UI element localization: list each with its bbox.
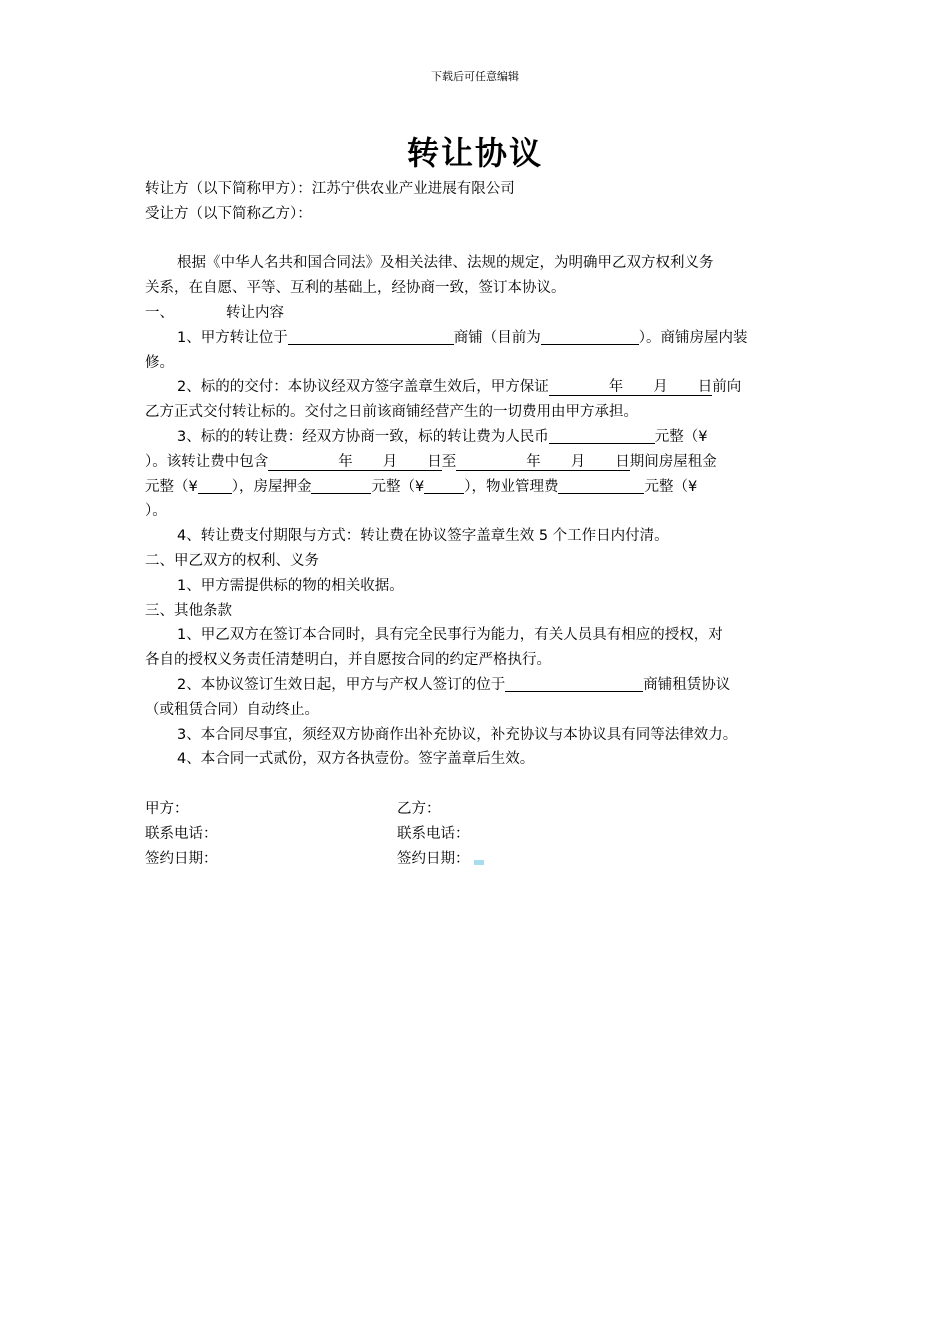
blank-rent-start[interactable]: 年 月 日	[268, 454, 442, 471]
clause-1-1: 1、甲方转让位于 商铺（目前为 ）。商铺房屋内装	[145, 326, 810, 351]
section-1-heading	[145, 301, 810, 326]
date-a-label: 签约日期：	[145, 850, 218, 867]
blank-property-fee[interactable]	[558, 476, 644, 494]
section-1-title: 转让内容	[226, 304, 284, 321]
blank-delivery-date[interactable]: 年 月 日	[549, 379, 713, 396]
document-body	[145, 177, 810, 772]
blank-deposit-amount[interactable]	[424, 476, 464, 494]
blank-current-use[interactable]	[541, 327, 639, 345]
clause-1-1-cont: 修。	[145, 354, 174, 371]
party-a-label: 甲方：	[145, 801, 189, 817]
blank-location[interactable]	[288, 327, 454, 345]
clause-3-1: 1、甲乙双方在签订本合同时，具有完全民事行为能力，有关人员具有相应的授权，对	[177, 627, 723, 644]
clause-1-3-cont-3: ）。	[145, 503, 167, 520]
clause-3-4: 4、本合同一式贰份，双方各执壹份。签字盖章后生效。	[177, 751, 535, 768]
clause-1-3-cont-1: ）。该转让费中包含 年 月 日至 年 月 日期间房屋租金	[145, 453, 717, 470]
blank-rent-end[interactable]: 年 月 日	[456, 454, 630, 471]
blank-lease-location[interactable]	[505, 674, 643, 692]
preamble-line-1: 根据《中华人名共和国合同法》及相关法律、法规的规定，为明确甲乙双方权利义务	[177, 255, 714, 272]
clause-1-3-cont-2: 元整（¥ ），房屋押金 元整（¥ ），物业管理费 元整（¥	[145, 475, 810, 500]
blank-deposit[interactable]	[311, 476, 371, 494]
phone-a-label: 联系电话：	[145, 825, 218, 842]
transferee-line: 受让方（以下简称乙方）：	[145, 205, 312, 222]
section-3-heading: 三、其他条款	[145, 602, 232, 619]
document-title: 转让协议	[406, 134, 543, 172]
clause-1-2: 2、标的的交付：本协议经双方签字盖章生效后，甲方保证 年 月 日前向	[177, 379, 742, 396]
transferor-line: 转让方（以下简称甲方）：江苏宁供农业产业进展有限公司	[145, 181, 515, 197]
section-2-heading: 二、甲乙双方的权利、义务	[145, 552, 319, 569]
date-b-label: 签约日期：	[397, 850, 470, 867]
blank-transfer-fee[interactable]	[549, 426, 655, 444]
blank-rent-amount[interactable]	[198, 476, 232, 494]
clause-1-2-cont: 乙方正式交付转让标的。交付之日前该商铺经营产生的一切费用由甲方承担。	[145, 404, 638, 421]
section-1-number: 一、	[145, 304, 174, 321]
header-note: 下载后可任意编辑	[431, 70, 519, 83]
signature-block	[145, 797, 484, 871]
clause-3-2-cont: （或租赁合同）自动终止。	[145, 701, 319, 718]
phone-b-label: 联系电话：	[397, 825, 470, 842]
clause-3-1-cont: 各自的授权义务责任清楚明白，并自愿按合同的约定严格执行。	[145, 652, 551, 669]
clause-2-1: 1、甲方需提供标的物的相关收据。	[177, 577, 404, 594]
clause-1-4: 4、转让费支付期限与方式：转让费在协议签字盖章生效 5 个工作日内付清。	[177, 528, 669, 545]
preamble-line-2: 关系，在自愿、平等、互利的基础上，经协商一致，签订本协议。	[145, 280, 566, 297]
cursor-marker	[474, 860, 484, 865]
clause-1-3: 3、标的的转让费：经双方协商一致，标的转让费为人民币 元整（¥	[145, 425, 810, 450]
clause-3-2: 2、本协议签订生效日起，甲方与产权人签订的位于 商铺租赁协议	[145, 673, 810, 698]
party-b-label: 乙方：	[397, 801, 441, 817]
clause-3-3: 3、本合同尽事宜，须经双方协商作出补充协议，补充协议与本协议具有同等法律效力。	[177, 726, 738, 743]
